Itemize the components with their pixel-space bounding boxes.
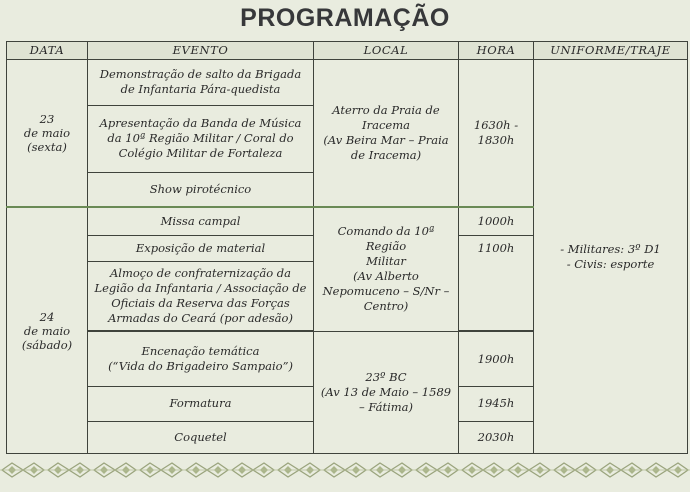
- location-line: (Av Alberto: [353, 269, 419, 284]
- location-line: de Iracema): [350, 148, 422, 163]
- time-cell: [459, 60, 534, 207]
- location-line: (Av 13 de Maio – 1589: [320, 384, 452, 399]
- table-row: [7, 60, 688, 105]
- location-line: Iracema: [362, 118, 410, 133]
- event-cell: Apresentação da Banda de Música da 10ª Região Militar / Coral do Colégio Militar de Fortaleza: [88, 105, 314, 173]
- time-cell: 2030h: [459, 421, 534, 453]
- location-line: Militar: [366, 254, 406, 269]
- event-cell: [88, 331, 314, 387]
- program-table: [6, 41, 688, 454]
- header-row: [7, 42, 688, 60]
- location-line: Nepomuceno – S/Nr –: [322, 284, 450, 299]
- date-weekday: (sábado): [21, 337, 73, 352]
- event-line: Encenação temática: [141, 344, 260, 359]
- location-cell: [314, 331, 459, 453]
- location-line: (Av Beira Mar – Praia: [323, 133, 449, 148]
- header-uniform: UNIFORME/TRAJE: [534, 42, 688, 60]
- event-cell: Coquetel: [88, 421, 314, 453]
- date-day: 24: [39, 309, 55, 324]
- event-cell: Demonstração de salto da Brigada de Infantaria Pára-quedista: [88, 60, 314, 105]
- date-cell-24: [7, 207, 88, 453]
- location-cell: [314, 60, 459, 207]
- time-cell: 1900h: [459, 331, 534, 387]
- location-line: 23º BC: [365, 369, 407, 384]
- time-cell: 1945h: [459, 387, 534, 421]
- date-month: de maio: [23, 323, 71, 338]
- location-line: – Fátima): [358, 399, 413, 414]
- event-cell: Formatura: [88, 387, 314, 421]
- event-cell: Show pirotécnico: [88, 173, 314, 207]
- uniform-civil: - Civis: esporte: [566, 256, 655, 271]
- event-cell: Almoço de confraternização da Legião da Infantaria / Associação de Oficiais da Reserva das Forças Armadas do Ceará (por adesão): [88, 262, 314, 331]
- event-cell: Exposição de material: [88, 235, 314, 261]
- location-line: Aterro da Praia de: [332, 103, 440, 118]
- date-cell-23: [7, 60, 88, 207]
- time-line: 1830h: [477, 133, 515, 148]
- time-cell: 1000h: [459, 207, 534, 235]
- location-line: Comando da 10ª Região: [337, 224, 435, 254]
- time-cell: 1100h: [459, 235, 534, 330]
- location-cell: [314, 207, 459, 331]
- date-weekday: (sexta): [27, 140, 67, 155]
- event-line: (“Vida do Brigadeiro Sampaio”): [108, 359, 293, 374]
- event-cell: Missa campal: [88, 207, 314, 235]
- header-location: LOCAL: [314, 42, 459, 60]
- location-line: Centro): [363, 299, 409, 314]
- date-day: 23: [39, 112, 55, 127]
- time-line: 1630h -: [473, 118, 519, 133]
- uniform-cell: [534, 60, 688, 454]
- header-event: EVENTO: [88, 42, 314, 60]
- header-date: DATA: [7, 42, 88, 60]
- date-month: de maio: [23, 126, 71, 141]
- page-title: PROGRAMAÇÃO: [240, 4, 450, 32]
- uniform-military: - Militares: 3º D1: [560, 241, 661, 256]
- decorative-border: [0, 460, 690, 480]
- header-time: HORA: [459, 42, 534, 60]
